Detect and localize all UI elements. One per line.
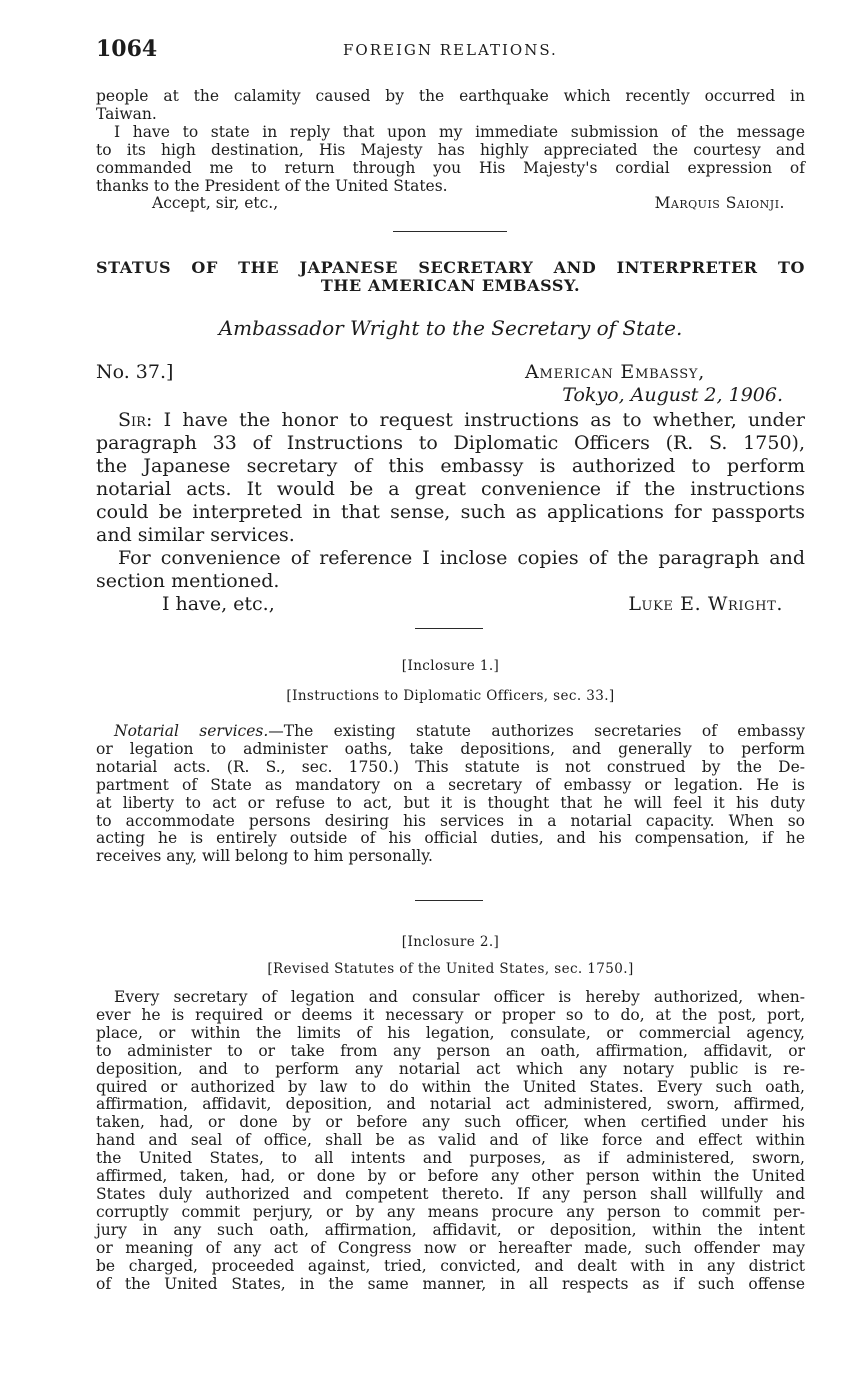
letter-body: [96, 409, 805, 616]
statute-line: be charged, proceeded against, tried, convicted, and dealt with in any district: [96, 1256, 805, 1275]
letter-body-line: could be interpreted in that sense, such as applications for passports: [96, 501, 805, 523]
prior-letter-line: Taiwan.: [96, 104, 157, 123]
prior-letter-line: commanded me to return through you His Majesty's cordial expression of: [96, 158, 805, 177]
statute-line: of the United States, in the same manner, in all respects as if such offense: [96, 1274, 805, 1293]
prior-letter-line: to its high destination, His Majesty has highly appreciated the courtesy and: [96, 140, 805, 159]
letter-number: No. 37.]: [96, 361, 174, 383]
notarial-services-text: [96, 723, 805, 866]
prior-letter-line: people at the calamity caused by the earthquake which recently occurred in: [96, 87, 805, 105]
letter-closing: I have, etc.,: [162, 593, 275, 615]
statute-line: place, or within the limits of his legation, consulate, or commercial agency,: [96, 1023, 805, 1042]
statute-line: hand and seal of office, shall be as valid and of like force and effect within: [96, 1131, 805, 1150]
prior-letter-closing-row: [96, 195, 805, 213]
statute-line: affirmation, affidavit, deposition, and notarial act administered, sworn, affirmed,: [96, 1095, 805, 1114]
notarial-services-line: partment of State as mandatory on a secretary of embassy or legation. He is: [96, 775, 805, 794]
statute-line: corruptly commit perjury, or by any means procure any person to commit per-: [96, 1202, 805, 1221]
statute-line: quired or authorized by law to do within the United States. Every such oath,: [96, 1077, 805, 1096]
statute-line: taken, had, or done by or before any such officer, when certified under his: [96, 1113, 805, 1132]
statute-text: [96, 989, 805, 1293]
notarial-services-line: notarial acts. (R. S., sec. 1750.) This statute is not construed by the De-: [96, 757, 805, 776]
letter-body-line: notarial acts. It would be a great convenience if the instructions: [96, 478, 805, 500]
section-title-line: THE AMERICAN EMBASSY.: [320, 276, 581, 295]
notarial-services-line: [96, 723, 805, 741]
inclosure-1-source: [Instructions to Diplomatic Officers, sec. 33.]: [286, 688, 615, 704]
letter-body-line: the Japanese secretary of this embassy is authorized to perform: [96, 455, 805, 477]
notarial-services-line: or legation to administer oaths, take depositions, and generally to perform: [96, 739, 805, 758]
statute-line: to administer to or take from any person an oath, affirmation, affidavit, or: [96, 1041, 805, 1060]
divider-rule: [393, 231, 507, 232]
letter-body-line-text: : I have the honor to request instructions as to whether, under: [145, 409, 805, 431]
divider-rule: [415, 900, 483, 901]
divider-rule: [415, 628, 483, 629]
prior-letter: [96, 88, 805, 213]
letter-closing-row: [96, 593, 805, 616]
letter-body-line: and similar services.: [96, 524, 295, 546]
statute-line: Every secretary of legation and consular officer is hereby authorized, when-: [114, 988, 805, 1006]
running-title: FOREIGN RELATIONS.: [343, 41, 558, 59]
statute-line: affirmed, taken, had, or done by or before any other person within the United: [96, 1167, 805, 1186]
section-subtitle: Ambassador Wright to the Secretary of State.: [218, 316, 683, 340]
notarial-services-line: at liberty to act or refuse to act, but it is thought that he will feel it his duty: [96, 793, 805, 812]
statute-line: States duly authorized and competent thereto. If any person shall willfully and: [96, 1184, 805, 1203]
salutation: Sir: [118, 409, 146, 431]
letter-number-row: [96, 361, 805, 384]
section-title: [96, 259, 805, 295]
notarial-services-line: acting he is entirely outside of his official duties, and his compensation, if he: [96, 829, 805, 848]
letter-heading: [96, 361, 805, 407]
section-title-line: STATUS OF THE JAPANESE SECRETARY AND INTERPRETER TO: [96, 258, 805, 277]
notarial-services-line-text: —The existing statute authorizes secretaries of embassy: [268, 722, 806, 740]
statute-line: or meaning of any act of Congress now or hereafter made, such offender may: [96, 1238, 805, 1257]
letter-body-line: [96, 409, 805, 432]
letter-dateline: Tokyo, August 2, 1906.: [562, 384, 783, 406]
notarial-services-line: receives any, will belong to him personally.: [96, 847, 433, 866]
prior-letter-line: thanks to the President of the United States.: [96, 176, 448, 195]
inclosure-2-label: [Inclosure 2.]: [401, 934, 500, 950]
notarial-services-line: to accommodate persons desiring his services in a notarial capacity. When so: [96, 811, 805, 830]
prior-letter-line: I have to state in reply that upon my immediate submission of the message: [114, 122, 805, 141]
letter-body-line: paragraph 33 of Instructions to Diplomatic Officers (R. S. 1750),: [96, 432, 805, 454]
prior-letter-closing: Accept, sir, etc.,: [152, 194, 279, 213]
page-number: 1064: [96, 36, 158, 62]
notarial-services-lead: Notarial services.: [114, 722, 269, 740]
statute-line: the United States, to all intents and purposes, as if administered, sworn,: [96, 1149, 805, 1168]
statute-line: ever he is required or deems it necessary or proper so to do, at the post, port,: [96, 1005, 805, 1024]
statute-line: deposition, and to perform any notarial act which any notary public is re-: [96, 1059, 805, 1078]
letter-signature: Luke E. Wright.: [628, 593, 783, 615]
inclosure-1-label: [Inclosure 1.]: [401, 658, 500, 674]
letter-place: American Embassy,: [525, 361, 706, 383]
inclosure-2-source: [Revised Statutes of the United States, sec. 1750.]: [267, 961, 634, 977]
letter-body-line: For convenience of reference I inclose copies of the paragraph and: [118, 547, 805, 569]
statute-line: jury in any such oath, affirmation, affidavit, or deposition, within the intent: [96, 1220, 805, 1239]
prior-letter-signature: Marquis Saionji.: [654, 194, 785, 213]
letter-body-line: section mentioned.: [96, 570, 280, 592]
